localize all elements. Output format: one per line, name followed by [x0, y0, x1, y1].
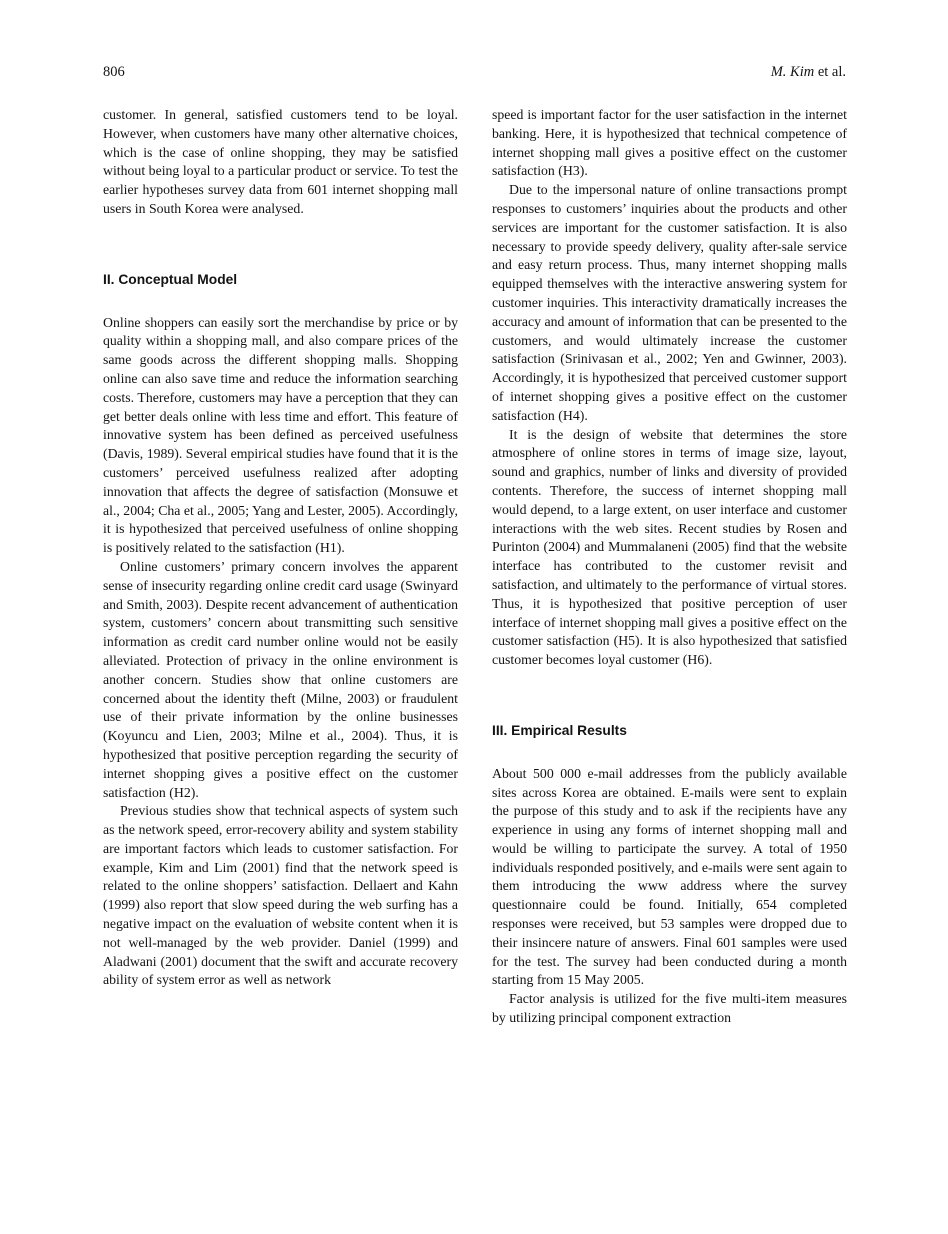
paragraph-intro-continuation: customer. In general, satisfied customers tend to be loyal. However, when customers have many other alternative choices, which is the case of online shopping, they may be satisfied without being loyal to a particular product or service. To test the earlier hypotheses survey data from 601 internet shopping mall users in South Korea were analysed.: [103, 107, 458, 216]
paragraph-customer-support: Due to the impersonal nature of online transactions prompt responses to customers’ inquiries about the products and other services are important for the customer satisfaction. It is also necessary to provide speedy delivery, quality after-sale service and easy return process. Thus, many internet shopping malls equipped themselves with the interactive answering system for customer inquiries. This interactivity dramatically increases the accuracy and amount of information that can be presented to the customers, and would ultimately increase the customer satisfaction (Srinivasan et al., 2002; Yen and Gwinner, 2003). Accordingly, it is hypothesized that perceived customer support of internet shopping gives a positive effect on the customer satisfaction (H4).: [492, 182, 847, 423]
paragraph-perceived-usefulness: Online shoppers can easily sort the merchandise by price or by quality within a shopping mall, and also compare prices of the same goods across the different shopping malls. Shopping online can also save time and reduce the information searching costs. Therefore, customers may have a perception that they can get better deals online with less time and effort. This feature of innovative system has been defined as perceived usefulness (Davis, 1989). Several empirical studies have found that it is the customers’ perceived usefulness realized after adopting innovation that affects the degree of satisfaction (Monsuwe et al., 2004; Cha et al., 2005; Yang and Lester, 2005). Accordingly, it is hypothesized that perceived usefulness of online shopping is positively related to the satisfaction (H1).: [103, 314, 458, 556]
running-head-etal: et al.: [817, 64, 846, 80]
paragraph-security: Online customers’ primary concern involves the apparent sense of insecurity regarding online credit card usage (Swinyard and Smith, 2003). Despite recent advancement of authentication system, customers’ concern about transmitting such sensitive information as credit card number online would not be easily alleviated. Protection of privacy in the online environment is another concern. Studies show that online customers are concerned about the identity theft (Milne, 2003) or fraudulent use of their private information by the online businesses (Koyuncu and Lien, 2003; Milne et al., 2004). Thus, it is hypothesized that positive perception regarding the security of internet shopping gives a positive effect on the customer satisfaction (H2).: [103, 558, 458, 800]
right-column: [492, 106, 847, 1028]
running-head: [771, 64, 846, 81]
two-column-body: [103, 106, 846, 1028]
page-header: [103, 64, 846, 81]
paragraph-survey-description: About 500 000 e-mail addresses from the publicly available sites across Korea are obtained. E-mails were sent to explain the purpose of this study and to ask if the recipients have any experience in using any forms of internet shopping mall and would be willing to participate the survey. A total of 1950 individuals responded positively, and e-mails were sent again to them introducing the www address where the survey questionnaire could be found. Initially, 654 completed responses were received, but 53 samples were dropped due to their insincere nature of answers. Final 601 samples were used for the test. The survey had been conducted during a month starting from 15 May 2005.: [492, 765, 847, 988]
paragraph-website-design: It is the design of website that determines the store atmosphere of online stores in terms of image size, layout, sound and graphics, number of links and diversity of provided contents. Therefore, the success of internet shopping mall would depend, to a large extent, on user interface and customer interactions with the web sites. Recent studies by Rosen and Purinton (2004) and Mummalaneni (2005) find that the website interface has contributed to the customer revisit and satisfaction, and ultimately to the performance of virtual stores. Thus, it is hypothesized that positive perception of user interface of internet shopping mall gives a positive effect on the customer satisfaction (H5). It is also hypothesized that satisfied customer becomes loyal customer (H6).: [492, 426, 847, 668]
page-number: 806: [103, 64, 125, 80]
paragraph-technical-continuation: speed is important factor for the user satisfaction in the internet banking. Here, it is hypothesized that technical competence of internet shopping mall gives a positive effect on the customer satisfaction (H3).: [492, 107, 847, 179]
running-head-author: M. Kim: [770, 64, 815, 80]
left-column: [103, 106, 458, 1028]
section-heading-empirical-results: III. Empirical Results: [492, 722, 627, 738]
paragraph-factor-analysis: Factor analysis is utilized for the five multi-item measures by utilizing principal component extraction: [492, 991, 847, 1026]
paragraph-technical-aspects: Previous studies show that technical aspects of system such as the network speed, error-recovery ability and system stability are important factors which leads to customer satisfaction. For example, Kim and Lim (2001) find that the network speed is related to the online shoppers’ satisfaction. Dellaert and Kahn (1999) also report that slow speed during the web surfing has a negative impact on the evaluation of website content when it is not well-managed by the web provider. Daniel (1999) and Aladwani (2001) document that the swift and accurate recovery ability of system error as well as network: [103, 803, 458, 988]
section-heading-conceptual-model: II. Conceptual Model: [103, 271, 238, 287]
